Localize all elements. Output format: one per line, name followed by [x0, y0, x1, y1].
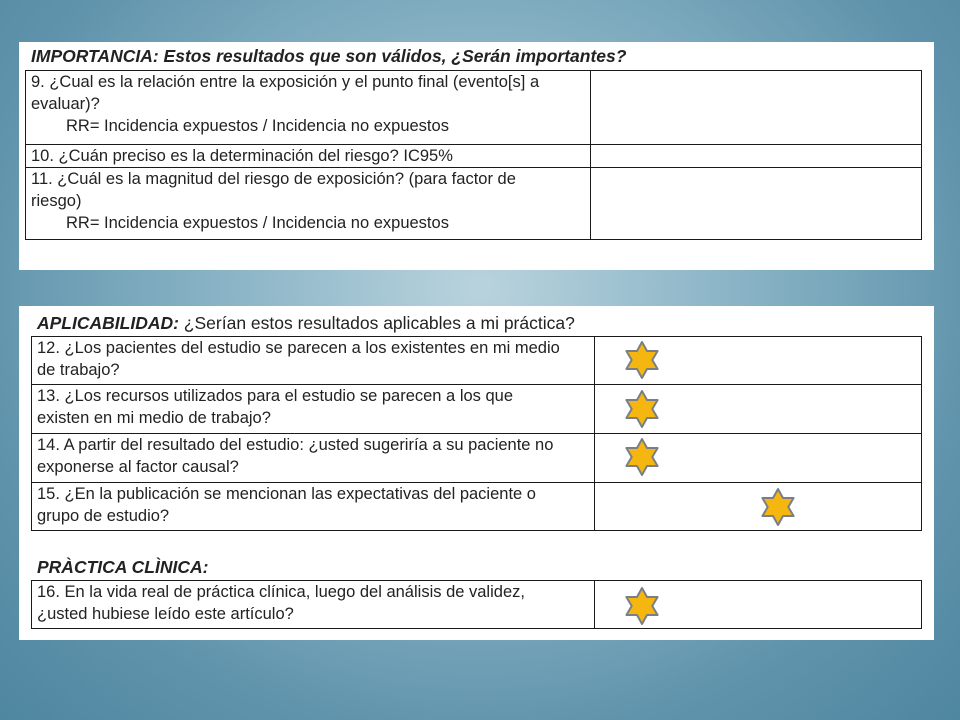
question-14: 14. A partir del resultado del estudio: ¿usted sugeriría a su paciente no: [37, 436, 554, 454]
answer-cell-11: [591, 168, 922, 240]
star-icon: [622, 437, 662, 477]
rr-formula: RR= Incidencia expuestos / Incidencia no expuestos: [66, 117, 449, 135]
star-icon: [758, 487, 798, 527]
importancia-title: IMPORTANCIA: Estos resultados que son válidos, ¿Serán importantes?: [31, 46, 627, 66]
table-row: 15. ¿En la publicación se mencionan las expectativas del paciente o grupo de estudio?: [32, 483, 922, 531]
star-icon: [622, 586, 662, 626]
star-icon: [622, 340, 662, 380]
importancia-table: [25, 70, 922, 240]
table-row: 13. ¿Los recursos utilizados para el estudio se parecen a los que existen en mi medio de trabajo?: [32, 385, 922, 434]
question-13: 13. ¿Los recursos utilizados para el estudio se parecen a los que: [37, 387, 514, 405]
question-16: 16. En la vida real de práctica clínica, luego del análisis de validez,: [37, 583, 525, 601]
answer-cell-10: [591, 145, 922, 168]
practica-title: PRÀCTICA CLÌNICA:: [37, 557, 209, 577]
question-15: 15. ¿En la publicación se mencionan las expectativas del paciente o: [37, 485, 536, 503]
question-10: 10. ¿Cuán preciso es la determinación del riesgo? IC95%: [31, 147, 453, 165]
table-row: 14. A partir del resultado del estudio: ¿usted sugeriría a su paciente no exponerse al factor causal?: [32, 434, 922, 483]
table-row: 12. ¿Los pacientes del estudio se parecen a los existentes en mi medio de trabajo?: [32, 337, 922, 385]
question-11: 11. ¿Cuál es la magnitud del riesgo de exposición? (para factor de: [31, 170, 516, 188]
question-12: 12. ¿Los pacientes del estudio se parecen a los existentes en mi medio: [37, 339, 560, 357]
rr-formula: RR= Incidencia expuestos / Incidencia no expuestos: [66, 214, 449, 232]
aplicabilidad-title: APLICABILIDAD: ¿Serían estos resultados aplicables a mi práctica?: [37, 313, 575, 333]
table-row: 16. En la vida real de práctica clínica, luego del análisis de validez, ¿usted hubiese leído este artículo?: [32, 581, 922, 629]
question-9: 9. ¿Cual es la relación entre la exposición y el punto final (evento[s] a: [31, 73, 540, 91]
practica-table: [31, 580, 922, 629]
star-icon: [622, 389, 662, 429]
aplicabilidad-panel: [19, 306, 934, 640]
answer-cell-9: [591, 71, 922, 145]
table-row: 11. ¿Cuál es la magnitud del riesgo de exposición? (para factor de riesgo) RR= Incidencia expuestos / Incidencia no expuestos: [26, 168, 922, 240]
importancia-panel: [19, 42, 934, 270]
table-row: [26, 145, 922, 168]
table-row: 9. ¿Cual es la relación entre la exposición y el punto final (evento[s] a evaluar)? RR= Incidencia expuestos / Incidencia no expuestos: [26, 71, 922, 145]
